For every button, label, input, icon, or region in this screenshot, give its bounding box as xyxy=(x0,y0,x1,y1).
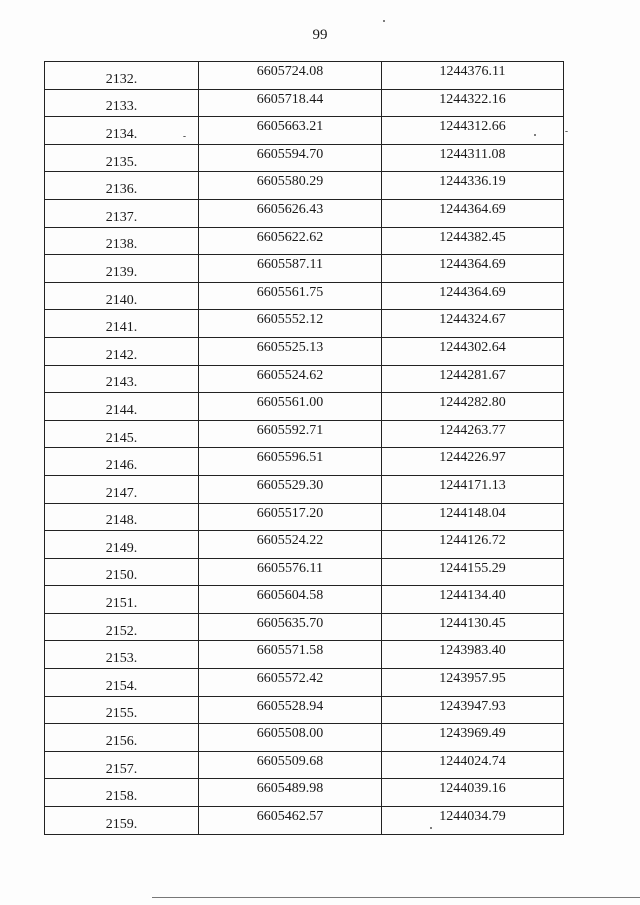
y-coordinate-cell: 1244336.19 xyxy=(382,172,564,200)
y-coordinate-cell: 1244302.64 xyxy=(382,337,564,365)
point-number-cell: 2153. xyxy=(45,641,199,669)
table-row xyxy=(45,62,564,90)
y-coordinate-cell: 1244034.79 xyxy=(382,807,564,835)
point-number-cell: 2145. xyxy=(45,420,199,448)
x-coordinate-cell: 6605576.11 xyxy=(199,558,382,586)
point-number-cell: 2137. xyxy=(45,199,199,227)
table-row xyxy=(45,337,564,365)
x-coordinate-cell: 6605724.08 xyxy=(199,62,382,90)
point-number-cell: 2159. xyxy=(45,807,199,835)
point-number-cell: 2136. xyxy=(45,172,199,200)
y-coordinate-cell: 1244148.04 xyxy=(382,503,564,531)
y-coordinate-cell: 1244281.67 xyxy=(382,365,564,393)
coordinates-table xyxy=(44,61,564,835)
point-number-cell: 2146. xyxy=(45,448,199,476)
x-coordinate-cell: 6605561.75 xyxy=(199,282,382,310)
y-coordinate-cell: 1243957.95 xyxy=(382,669,564,697)
table-row xyxy=(45,117,564,145)
y-coordinate-cell: 1244364.69 xyxy=(382,255,564,283)
table-row xyxy=(45,503,564,531)
point-number-cell: 2152. xyxy=(45,613,199,641)
point-number-cell: 2158. xyxy=(45,779,199,807)
x-coordinate-cell: 6605509.68 xyxy=(199,751,382,779)
scan-speck xyxy=(534,134,536,136)
table-row xyxy=(45,144,564,172)
table-row xyxy=(45,89,564,117)
table-row xyxy=(45,393,564,421)
coordinates-table-body xyxy=(45,62,564,835)
point-number-cell: 2141. xyxy=(45,310,199,338)
x-coordinate-cell: 6605622.62 xyxy=(199,227,382,255)
point-number-cell: 2150. xyxy=(45,558,199,586)
x-coordinate-cell: 6605635.70 xyxy=(199,613,382,641)
y-coordinate-cell: 1243969.49 xyxy=(382,724,564,752)
scan-speck xyxy=(383,20,385,22)
scan-speck xyxy=(430,827,432,829)
table-row xyxy=(45,751,564,779)
table-row xyxy=(45,669,564,697)
table-row xyxy=(45,696,564,724)
point-number-cell: 2151. xyxy=(45,586,199,614)
x-coordinate-cell: 6605462.57 xyxy=(199,807,382,835)
x-coordinate-cell: 6605552.12 xyxy=(199,310,382,338)
y-coordinate-cell: 1244282.80 xyxy=(382,393,564,421)
table-row xyxy=(45,420,564,448)
x-coordinate-cell: 6605626.43 xyxy=(199,199,382,227)
x-coordinate-cell: 6605529.30 xyxy=(199,475,382,503)
bottom-rule xyxy=(152,897,640,898)
table-row xyxy=(45,641,564,669)
y-coordinate-cell: 1243983.40 xyxy=(382,641,564,669)
table-row xyxy=(45,310,564,338)
y-coordinate-cell: 1244376.11 xyxy=(382,62,564,90)
table-row xyxy=(45,475,564,503)
y-coordinate-cell: 1244134.40 xyxy=(382,586,564,614)
x-coordinate-cell: 6605594.70 xyxy=(199,144,382,172)
x-coordinate-cell: 6605604.58 xyxy=(199,586,382,614)
y-coordinate-cell: 1244312.66 xyxy=(382,117,564,145)
scan-speck xyxy=(565,131,568,132)
point-number-cell: 2148. xyxy=(45,503,199,531)
table-row xyxy=(45,172,564,200)
x-coordinate-cell: 6605517.20 xyxy=(199,503,382,531)
table-row xyxy=(45,531,564,559)
x-coordinate-cell: 6605580.29 xyxy=(199,172,382,200)
y-coordinate-cell: 1244324.67 xyxy=(382,310,564,338)
point-number-cell: 2134. xyxy=(45,117,199,145)
y-coordinate-cell: 1244126.72 xyxy=(382,531,564,559)
point-number-cell: 2144. xyxy=(45,393,199,421)
point-number-cell: 2155. xyxy=(45,696,199,724)
point-number-cell: 2142. xyxy=(45,337,199,365)
x-coordinate-cell: 6605587.11 xyxy=(199,255,382,283)
x-coordinate-cell: 6605508.00 xyxy=(199,724,382,752)
y-coordinate-cell: 1244364.69 xyxy=(382,199,564,227)
y-coordinate-cell: 1244226.97 xyxy=(382,448,564,476)
y-coordinate-cell: 1244311.08 xyxy=(382,144,564,172)
x-coordinate-cell: 6605561.00 xyxy=(199,393,382,421)
point-number-cell: 2138. xyxy=(45,227,199,255)
table-row xyxy=(45,586,564,614)
y-coordinate-cell: 1244024.74 xyxy=(382,751,564,779)
y-coordinate-cell: 1244039.16 xyxy=(382,779,564,807)
point-number-cell: 2140. xyxy=(45,282,199,310)
y-coordinate-cell: 1244322.16 xyxy=(382,89,564,117)
x-coordinate-cell: 6605663.21 xyxy=(199,117,382,145)
table-row xyxy=(45,365,564,393)
table-row xyxy=(45,779,564,807)
x-coordinate-cell: 6605718.44 xyxy=(199,89,382,117)
table-row xyxy=(45,613,564,641)
x-coordinate-cell: 6605524.62 xyxy=(199,365,382,393)
point-number-cell: 2143. xyxy=(45,365,199,393)
x-coordinate-cell: 6605489.98 xyxy=(199,779,382,807)
y-coordinate-cell: 1244155.29 xyxy=(382,558,564,586)
table-row xyxy=(45,448,564,476)
table-row xyxy=(45,724,564,752)
x-coordinate-cell: 6605592.71 xyxy=(199,420,382,448)
x-coordinate-cell: 6605528.94 xyxy=(199,696,382,724)
point-number-cell: 2139. xyxy=(45,255,199,283)
point-number-cell: 2132. xyxy=(45,62,199,90)
point-number-cell: 2157. xyxy=(45,751,199,779)
x-coordinate-cell: 6605525.13 xyxy=(199,337,382,365)
y-coordinate-cell: 1244382.45 xyxy=(382,227,564,255)
table-row xyxy=(45,282,564,310)
y-coordinate-cell: 1244263.77 xyxy=(382,420,564,448)
table-row xyxy=(45,558,564,586)
scan-speck xyxy=(183,136,186,137)
point-number-cell: 2133. xyxy=(45,89,199,117)
x-coordinate-cell: 6605524.22 xyxy=(199,531,382,559)
point-number-cell: 2154. xyxy=(45,669,199,697)
table-row xyxy=(45,227,564,255)
point-number-cell: 2149. xyxy=(45,531,199,559)
y-coordinate-cell: 1244171.13 xyxy=(382,475,564,503)
table-row xyxy=(45,255,564,283)
x-coordinate-cell: 6605572.42 xyxy=(199,669,382,697)
x-coordinate-cell: 6605596.51 xyxy=(199,448,382,476)
table-row xyxy=(45,199,564,227)
page-number: 99 xyxy=(312,27,328,43)
point-number-cell: 2135. xyxy=(45,144,199,172)
table-row xyxy=(45,807,564,835)
point-number-cell: 2147. xyxy=(45,475,199,503)
point-number-cell: 2156. xyxy=(45,724,199,752)
x-coordinate-cell: 6605571.58 xyxy=(199,641,382,669)
y-coordinate-cell: 1243947.93 xyxy=(382,696,564,724)
y-coordinate-cell: 1244364.69 xyxy=(382,282,564,310)
y-coordinate-cell: 1244130.45 xyxy=(382,613,564,641)
